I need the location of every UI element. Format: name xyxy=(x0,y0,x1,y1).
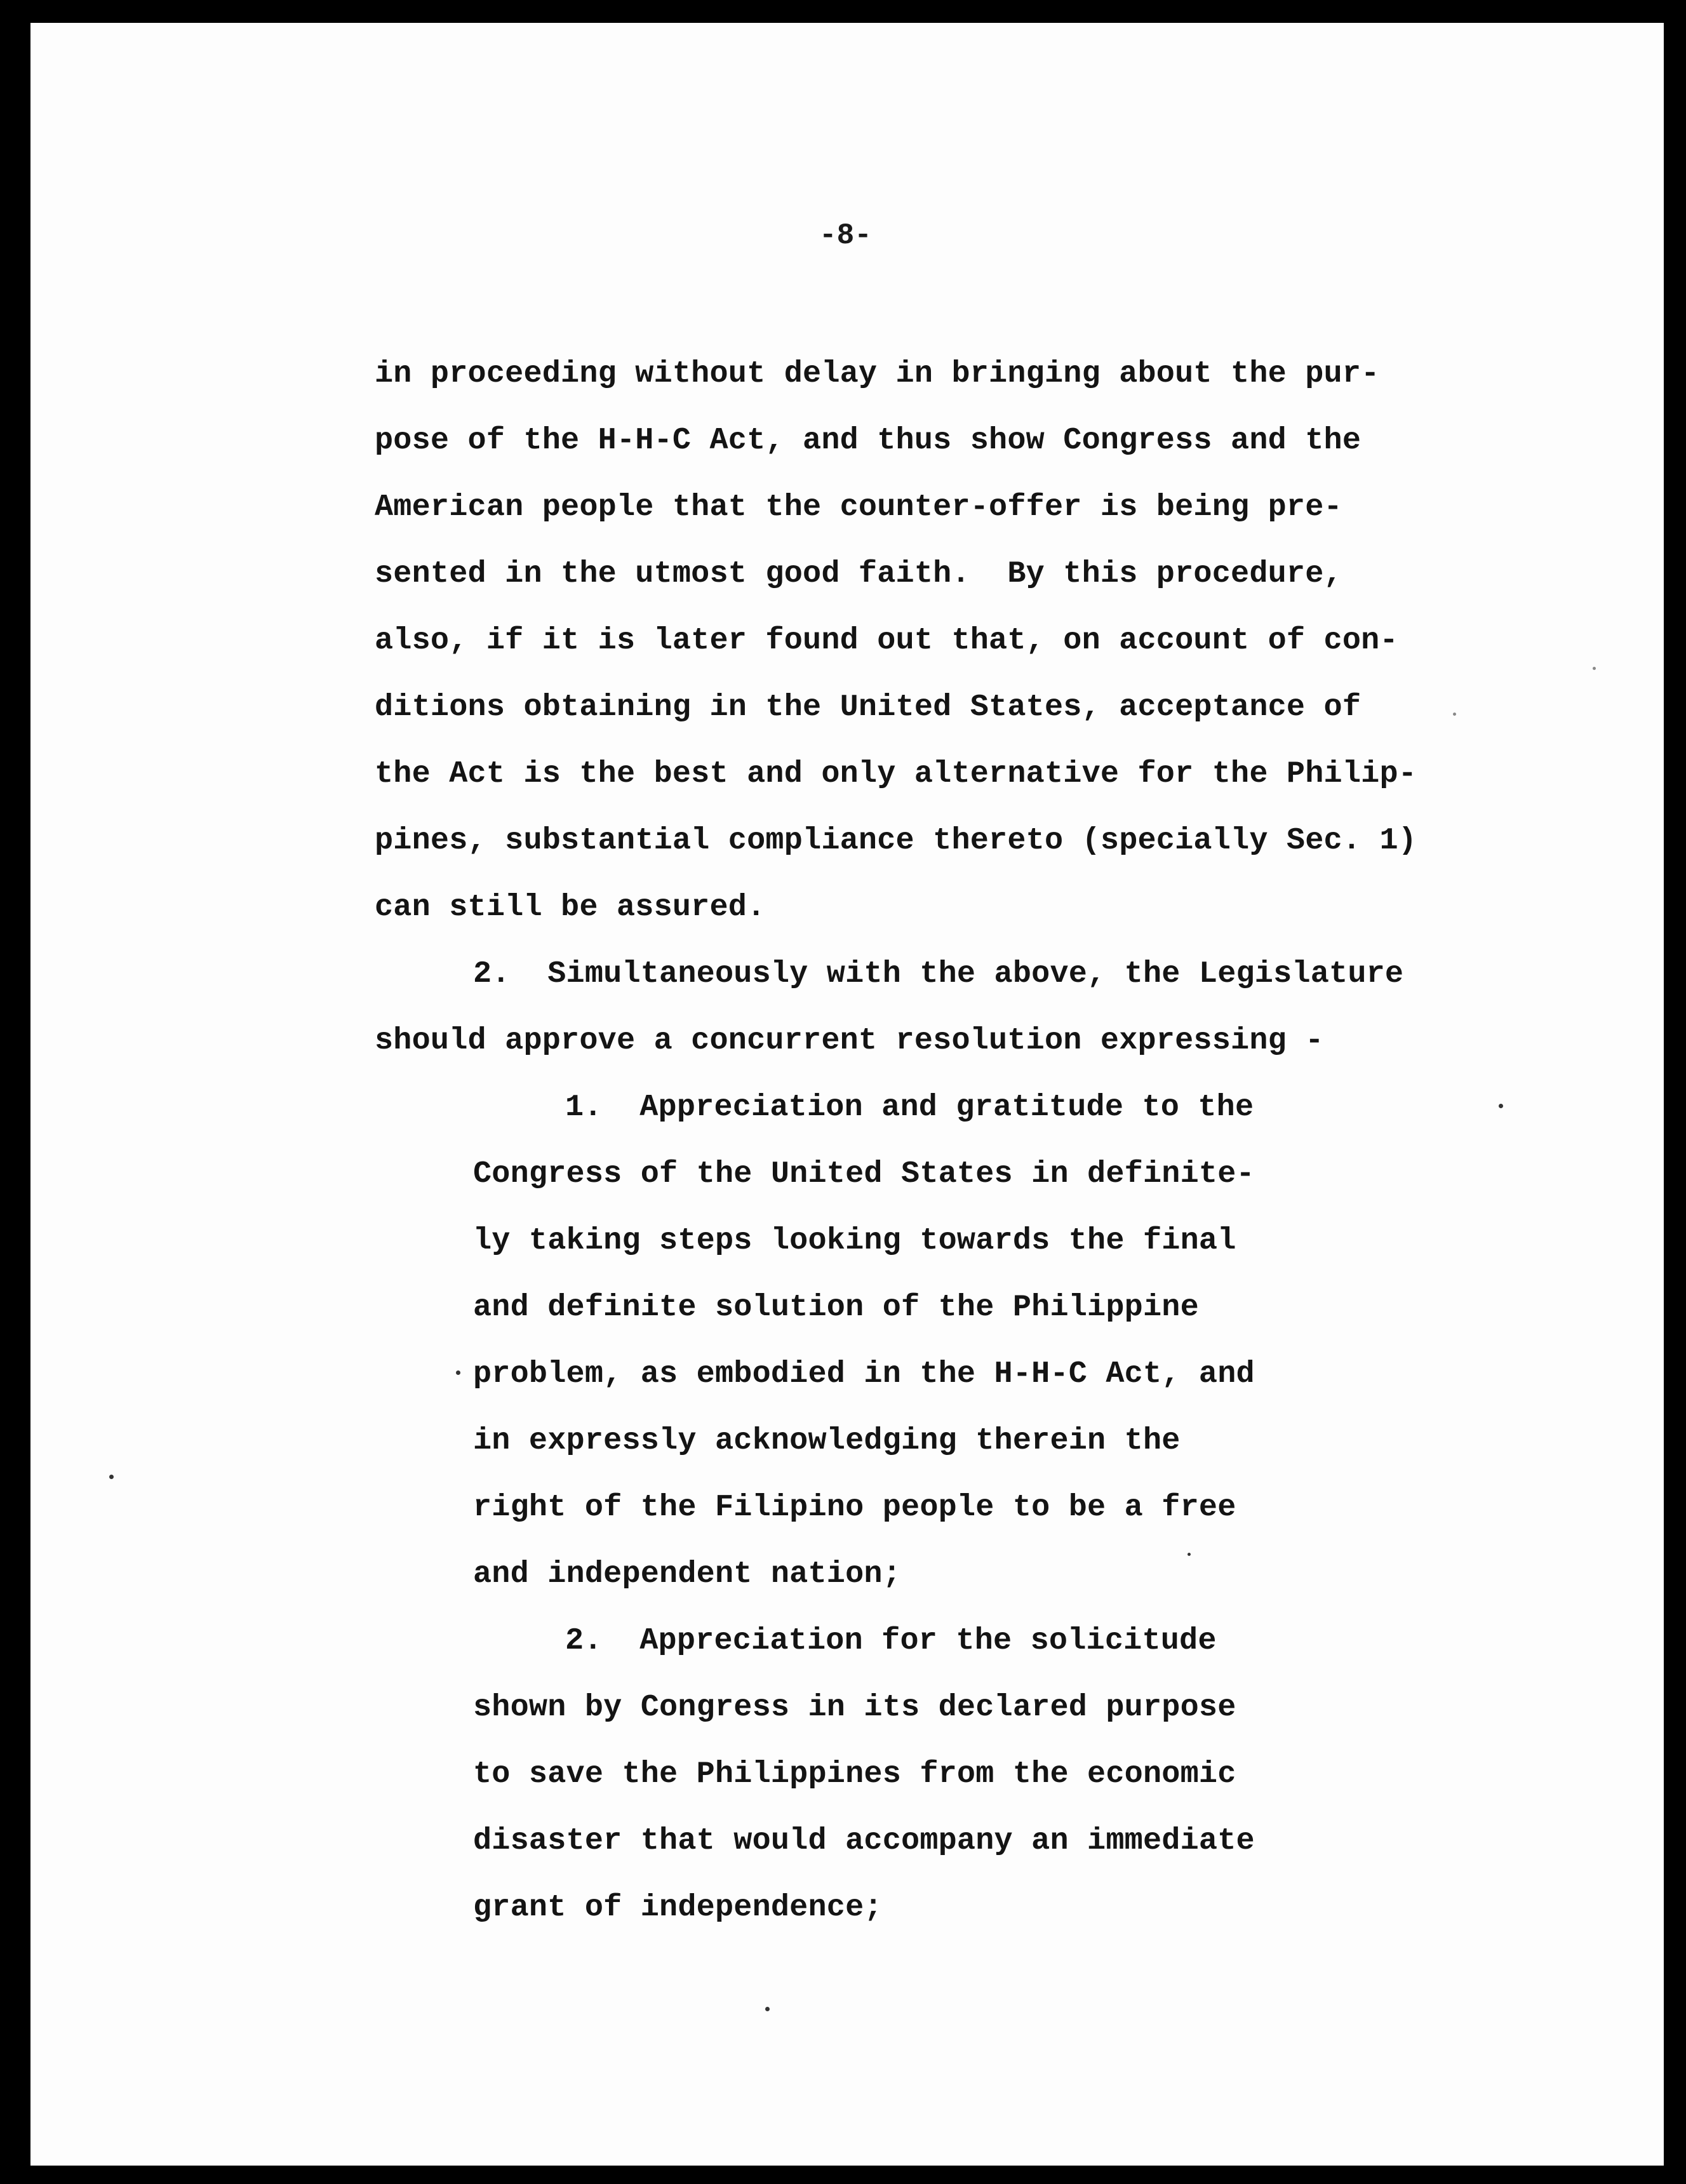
list-item-line: and definite solution of the Philippine xyxy=(473,1290,1199,1325)
list-item-line: and independent nation; xyxy=(473,1557,902,1591)
scan-speck xyxy=(1593,667,1596,670)
body-line: ditions obtaining in the United States, acceptance of xyxy=(375,690,1362,725)
list-item-line: shown by Congress in its declared purpose xyxy=(473,1690,1236,1725)
list-item-line: right of the Filipino people to be a free xyxy=(473,1490,1236,1525)
body-line: can still be assured. xyxy=(375,890,766,925)
body-line: should approve a concurrent resolution expressing - xyxy=(375,1023,1324,1058)
body-line: pose of the H-H-C Act, and thus show Congress and the xyxy=(375,423,1362,458)
body-line: American people that the counter-offer is being pre- xyxy=(375,490,1342,525)
body-line: in proceeding without delay in bringing about the pur- xyxy=(375,356,1380,391)
list-item-line: Congress of the United States in definite- xyxy=(473,1156,1255,1191)
body-line: pines, substantial compliance thereto (specially Sec. 1) xyxy=(375,823,1417,858)
body-line: the Act is the best and only alternative for the Philip- xyxy=(375,756,1417,791)
list-item-1-first-line: 1. Appreciation and gratitude to the xyxy=(565,1090,1254,1125)
body-line: sented in the utmost good faith. By this procedure, xyxy=(375,556,1342,591)
list-item-line: to save the Philippines from the economic xyxy=(473,1757,1236,1792)
list-item-line: problem, as embodied in the H-H-C Act, and xyxy=(473,1357,1255,1391)
body-line: also, if it is later found out that, on account of con- xyxy=(375,623,1398,658)
list-item-2-first-line: 2. Appreciation for the solicitude xyxy=(565,1623,1217,1658)
list-item-line: disaster that would accompany an immediate xyxy=(473,1823,1255,1858)
scan-speck xyxy=(765,2007,770,2011)
scan-speck xyxy=(1499,1104,1503,1108)
paragraph-2-first-line: 2. Simultaneously with the above, the Legislature xyxy=(473,956,1404,991)
list-item-line: grant of independence; xyxy=(473,1890,883,1925)
scan-speck xyxy=(1453,713,1456,716)
scan-speck xyxy=(109,1475,114,1479)
page-number: -8- xyxy=(819,219,872,252)
list-item-line: ly taking steps looking towards the final xyxy=(473,1223,1236,1258)
scan-speck xyxy=(1188,1553,1191,1556)
scan-speck xyxy=(456,1370,460,1375)
list-item-line: in expressly acknowledging therein the xyxy=(473,1423,1181,1458)
